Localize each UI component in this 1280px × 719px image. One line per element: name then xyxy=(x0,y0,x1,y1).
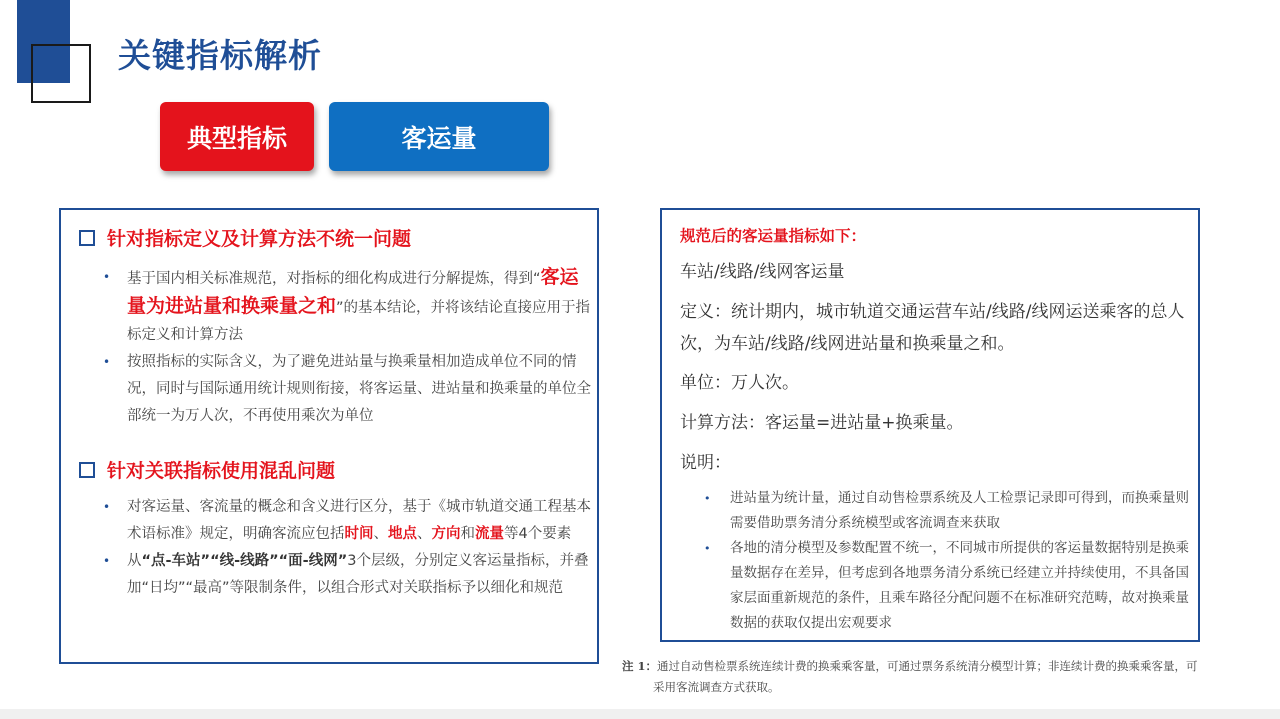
text: 从 xyxy=(127,553,142,569)
list-item: • 各地的清分模型及参数配置不统一，不同城市所提供的客运量数据特别是换乘量数据存在差异，但考虑到各地票务清分系统已经建立并持续使用，不具备国家层面重新规范的条件，且乘车路径分配问题不在标准研究范畴，故对换乘量数据的获取仅提出宏观要求 xyxy=(704,536,1194,636)
page-title: 关键指标解析 xyxy=(118,36,322,75)
text: 、 xyxy=(373,526,388,542)
checkbox-square-icon xyxy=(79,230,95,246)
footnote-line1: 通过自动售检票系统连续计费的换乘乘客量，可通过票务系统清分模型计算；非连续计费的换乘乘客量，可 xyxy=(657,659,1198,673)
highlight-place: 地点 xyxy=(388,526,417,542)
section1-title: 针对指标定义及计算方法不统一问题 xyxy=(107,228,412,250)
checkbox-square-icon xyxy=(79,462,95,478)
level-line: “线-线路” xyxy=(210,553,279,569)
highlight-direction: 方向 xyxy=(431,526,461,542)
highlight-conclusion: 客运量为进站量和换乘量之和 xyxy=(127,266,579,317)
section2-list xyxy=(103,494,593,602)
text: 、 xyxy=(417,526,432,542)
list-item xyxy=(103,494,593,548)
text: 基于国内相关标准规范，对指标的细化构成进行分解提炼，得到“ xyxy=(127,271,541,287)
title-decoration-frame xyxy=(31,44,91,103)
level-network: “面-线网” xyxy=(278,553,348,569)
list-item xyxy=(103,264,593,349)
left-analysis-box xyxy=(59,208,599,664)
footnote-label: 注 1： xyxy=(622,659,658,673)
highlight-flow: 流量 xyxy=(475,526,504,542)
passenger-volume-tag: 客运量 xyxy=(329,102,549,171)
definition-header: 规范后的客运量指标如下： xyxy=(680,227,867,245)
explain-list xyxy=(704,486,1194,636)
level-station: “点-车站” xyxy=(141,553,211,569)
list-item xyxy=(103,548,593,602)
text: 等4个要素 xyxy=(504,526,572,542)
text: 3个层级，分别定义客运量指标，并叠加“日均”“最高”等限制条件，以组合形式对关联指标予以细化和规范 xyxy=(127,553,589,596)
text: ”的基本结论，并将该结论直接应用于指标定义和计算方法 xyxy=(127,300,591,343)
metric-scope: 车站/线路/线网客运量 xyxy=(680,262,845,282)
footnote-line2: 采用客流调查方式获取。 xyxy=(653,680,780,694)
section2-title: 针对关联指标使用混乱问题 xyxy=(107,460,336,482)
section1-list xyxy=(103,264,593,430)
section2-heading xyxy=(79,456,335,483)
metric-calculation: 计算方法：客运量=进站量+换乘量。 xyxy=(680,413,964,433)
bottom-strip xyxy=(0,709,1280,719)
highlight-time: 时间 xyxy=(344,526,374,542)
text: 和 xyxy=(460,526,475,542)
metric-unit: 单位：万人次。 xyxy=(680,373,799,393)
text: 按照指标的实际含义，为了避免进站量与换乘量相加造成单位不同的情况，同时与国际通用统计规则衔接，将客运量、进站量和换乘量的单位全部统一为万人次，不再使用乘次为单位 xyxy=(127,354,591,424)
list-item xyxy=(103,349,593,430)
text: 对客运量、客流量的概念和含义进行区分，基于《城市轨道交通工程基本术语标准》规定，明确客流应包括 xyxy=(127,499,591,542)
right-definition-box xyxy=(660,208,1200,642)
explain-label: 说明： xyxy=(680,453,731,473)
metric-definition: 定义：统计期内，城市轨道交通运营车站/线路/线网运送乘客的总人次，为车站/线路/线网进站量和换乘量之和。 xyxy=(680,302,1185,354)
list-item: • 进站量为统计量，通过自动售检票系统及人工检票记录即可得到，而换乘量则需要借助票务清分系统模型或客流调查来获取 xyxy=(704,486,1194,536)
footnote xyxy=(622,656,1280,698)
section1-heading xyxy=(79,224,411,251)
typical-metric-tag: 典型指标 xyxy=(160,102,314,171)
